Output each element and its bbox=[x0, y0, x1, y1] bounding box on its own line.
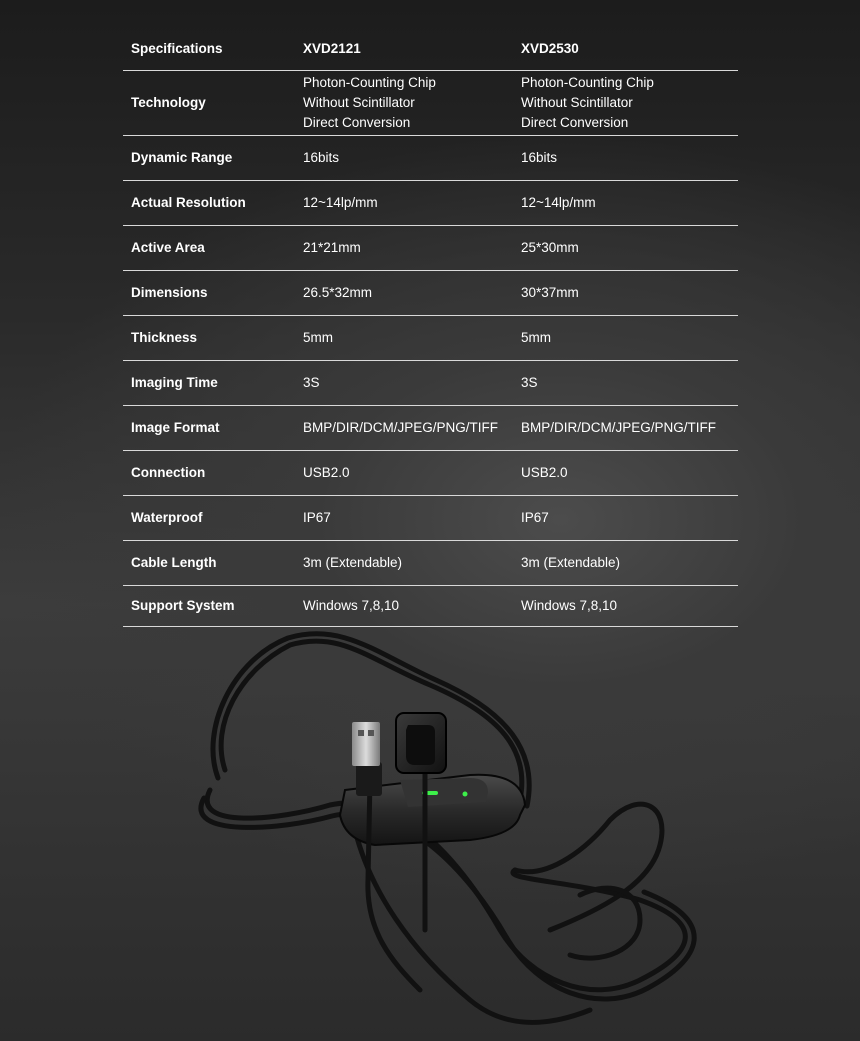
row-label: Image Format bbox=[123, 406, 295, 451]
table-row bbox=[123, 136, 738, 181]
cell-xvd2530: USB2.0 bbox=[513, 451, 738, 496]
dental-sensor-icon bbox=[170, 630, 730, 1035]
cell-line: Direct Conversion bbox=[303, 115, 411, 130]
table-row bbox=[123, 316, 738, 361]
cell-xvd2121: 26.5*32mm bbox=[295, 271, 513, 316]
cell-xvd2530: 30*37mm bbox=[513, 271, 738, 316]
row-label: Technology bbox=[123, 71, 295, 136]
dental-sensor-product-image bbox=[170, 630, 730, 1035]
header-model-xvd2121: XVD2121 bbox=[295, 27, 513, 71]
cell-xvd2530: 16bits bbox=[513, 136, 738, 181]
cell-xvd2530: IP67 bbox=[513, 496, 738, 541]
usb-connector-body bbox=[356, 762, 382, 796]
table-row bbox=[123, 71, 738, 136]
table-row bbox=[123, 586, 738, 627]
table-header-row bbox=[123, 27, 738, 71]
row-label: Active Area bbox=[123, 226, 295, 271]
table-row bbox=[123, 226, 738, 271]
cell-xvd2530: 12~14lp/mm bbox=[513, 181, 738, 226]
cell-xvd2530: 5mm bbox=[513, 316, 738, 361]
cell-xvd2121: USB2.0 bbox=[295, 451, 513, 496]
header-specifications: Specifications bbox=[123, 27, 295, 71]
row-label: Imaging Time bbox=[123, 361, 295, 406]
header-model-xvd2530: XVD2530 bbox=[513, 27, 738, 71]
row-label: Connection bbox=[123, 451, 295, 496]
cell-xvd2530: 25*30mm bbox=[513, 226, 738, 271]
specifications-table bbox=[123, 27, 738, 627]
row-label: Waterproof bbox=[123, 496, 295, 541]
cell-xvd2121: 5mm bbox=[295, 316, 513, 361]
cell-line: Photon-Counting Chip bbox=[303, 75, 436, 90]
row-label: Dynamic Range bbox=[123, 136, 295, 181]
cell-xvd2121: IP67 bbox=[295, 496, 513, 541]
cell-xvd2121: 16bits bbox=[295, 136, 513, 181]
cell-line: Photon-Counting Chip bbox=[521, 75, 654, 90]
table-row bbox=[123, 406, 738, 451]
cell-xvd2121: Windows 7,8,10 bbox=[295, 586, 513, 627]
row-label: Dimensions bbox=[123, 271, 295, 316]
cell-line: Without Scintillator bbox=[521, 95, 633, 110]
cell-line: Direct Conversion bbox=[521, 115, 629, 130]
cell-xvd2530: 3S bbox=[513, 361, 738, 406]
led-indicator bbox=[463, 792, 468, 797]
table-row bbox=[123, 541, 738, 586]
cell-line: Without Scintillator bbox=[303, 95, 415, 110]
table-row bbox=[123, 451, 738, 496]
table-row bbox=[123, 181, 738, 226]
cell-xvd2121 bbox=[295, 71, 513, 136]
cell-xvd2530: BMP/DIR/DCM/JPEG/PNG/TIFF bbox=[513, 406, 738, 451]
row-label: Actual Resolution bbox=[123, 181, 295, 226]
table-row bbox=[123, 496, 738, 541]
cell-xvd2530: 3m (Extendable) bbox=[513, 541, 738, 586]
table-row bbox=[123, 271, 738, 316]
row-label: Thickness bbox=[123, 316, 295, 361]
cell-xvd2530: Windows 7,8,10 bbox=[513, 586, 738, 627]
table-row bbox=[123, 361, 738, 406]
control-box-panel bbox=[400, 778, 488, 807]
row-label: Support System bbox=[123, 586, 295, 627]
cell-xvd2121: 3m (Extendable) bbox=[295, 541, 513, 586]
usb-plug-icon bbox=[352, 722, 380, 766]
cell-xvd2530 bbox=[513, 71, 738, 136]
cell-xvd2121: 21*21mm bbox=[295, 226, 513, 271]
cell-xvd2121: BMP/DIR/DCM/JPEG/PNG/TIFF bbox=[295, 406, 513, 451]
cell-xvd2121: 3S bbox=[295, 361, 513, 406]
cell-xvd2121: 12~14lp/mm bbox=[295, 181, 513, 226]
row-label: Cable Length bbox=[123, 541, 295, 586]
